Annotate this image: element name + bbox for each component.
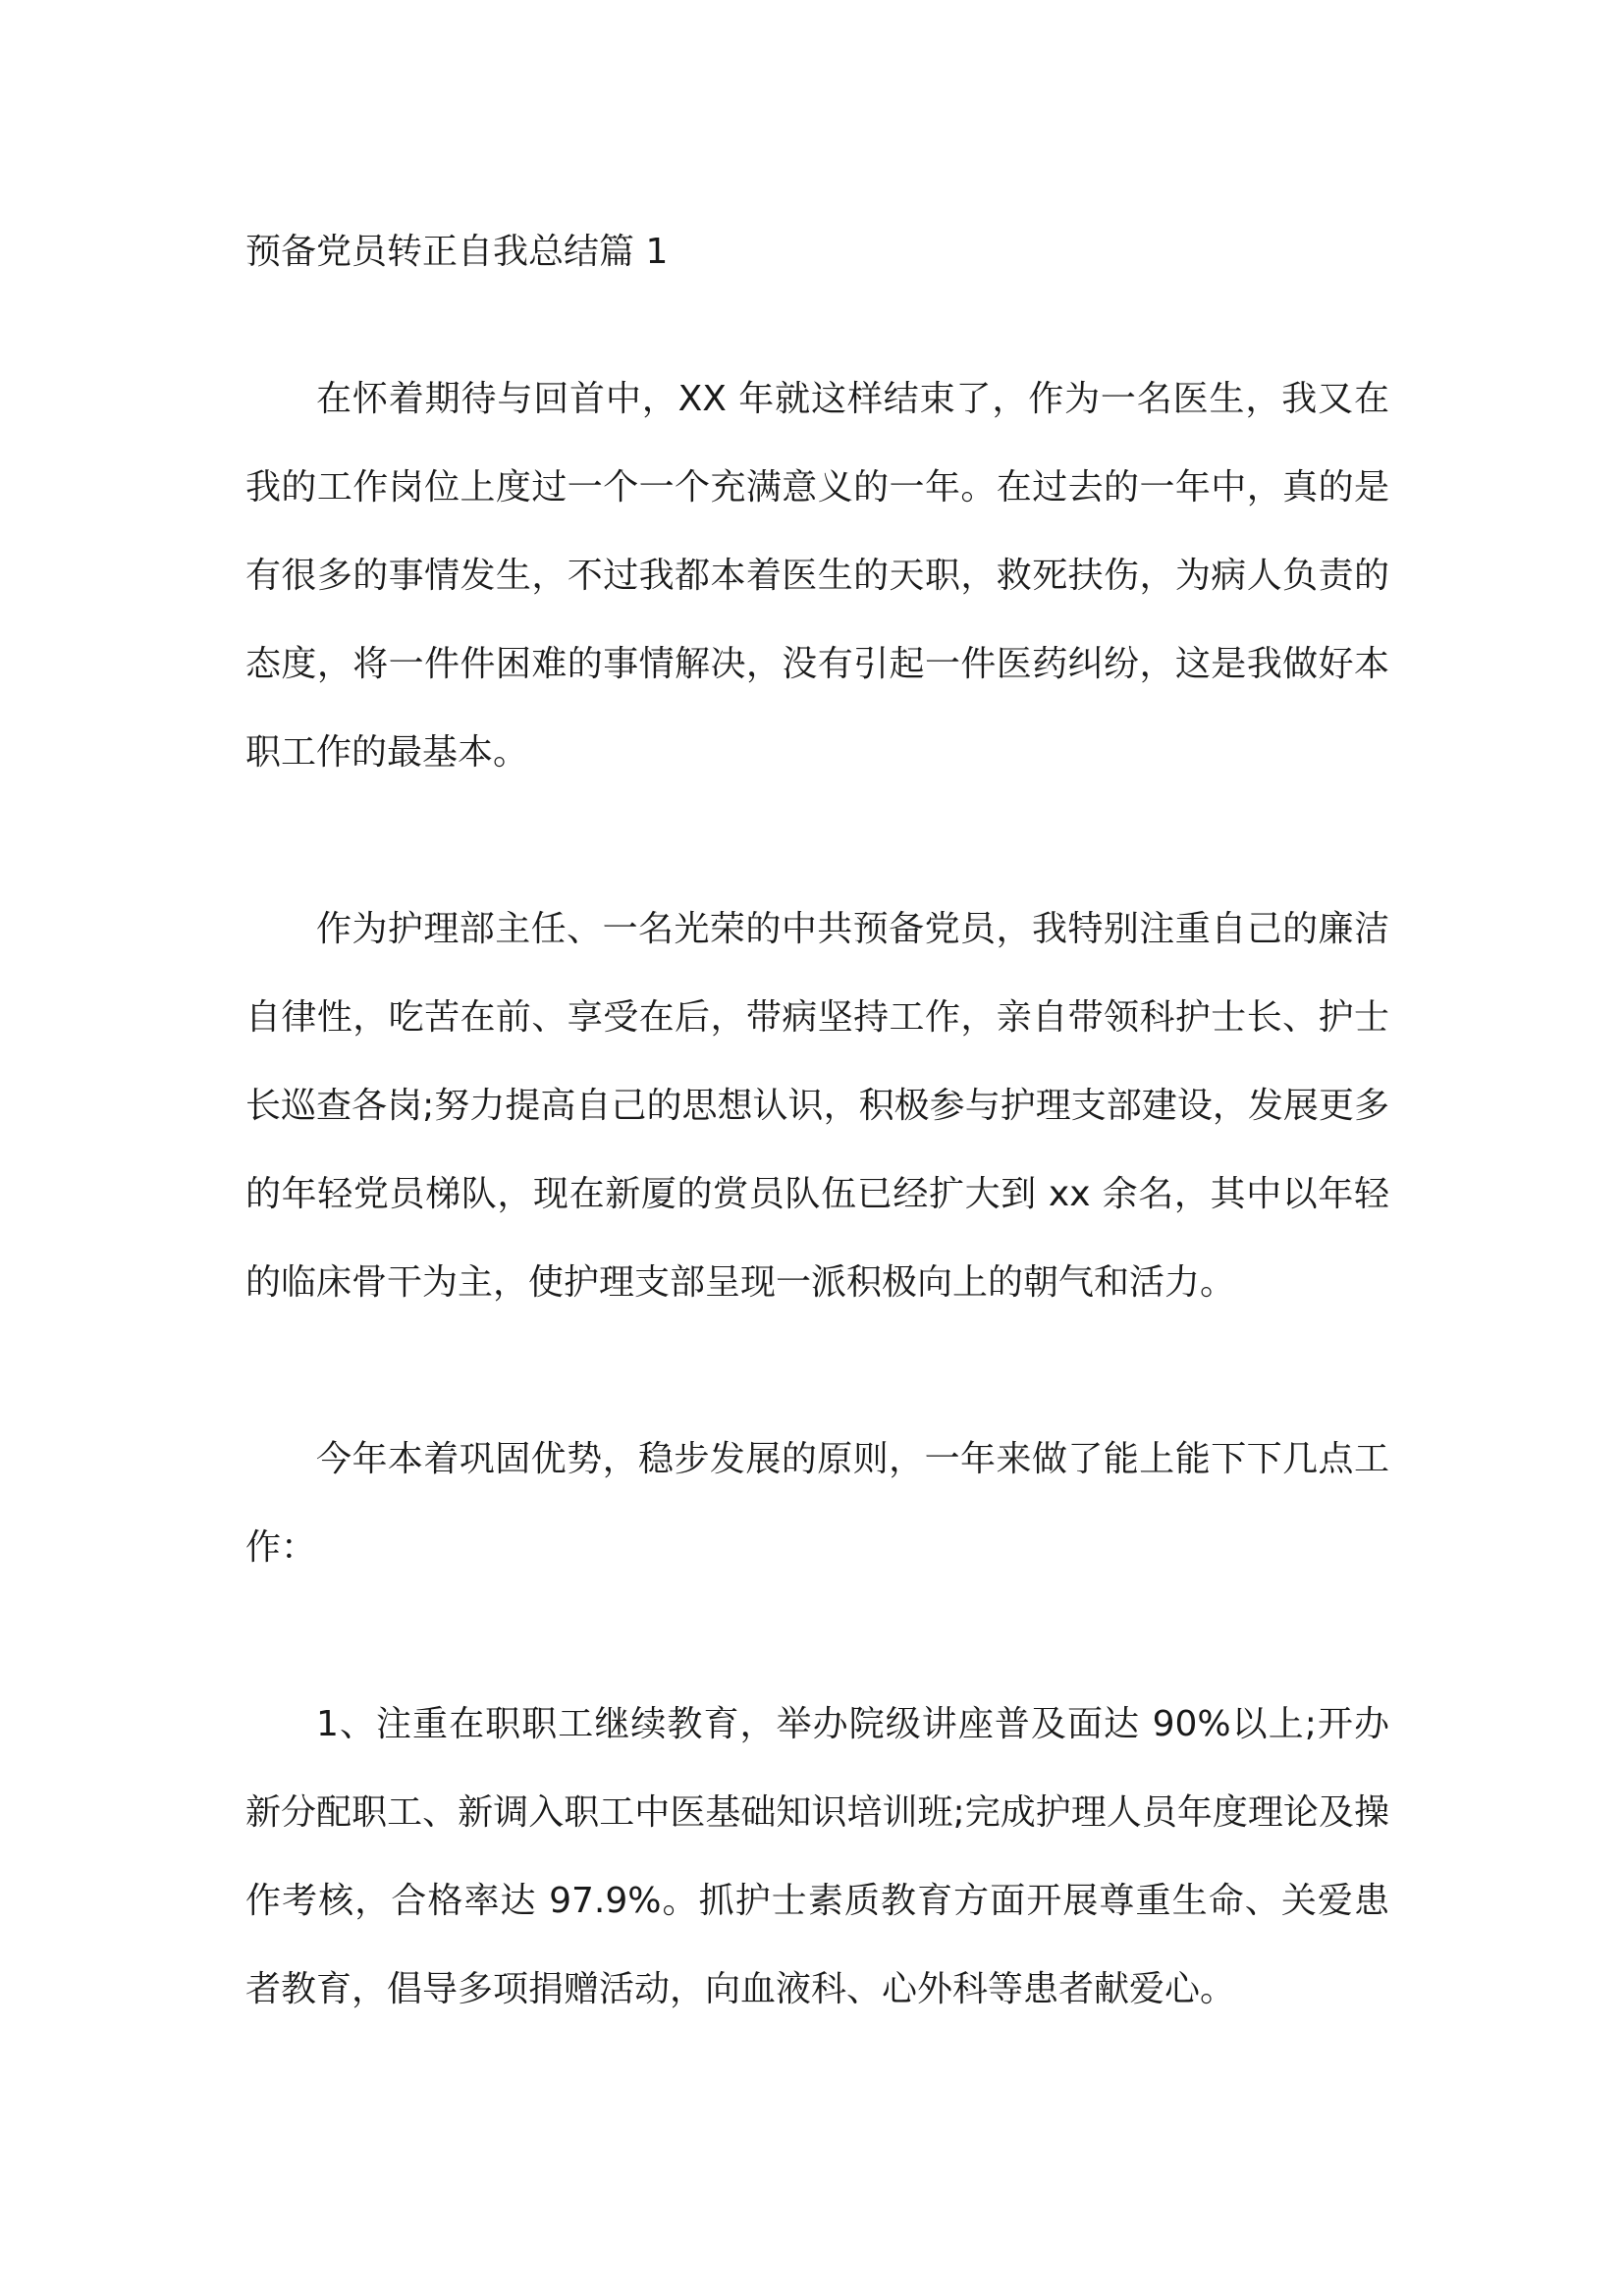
spacer (245, 1327, 1389, 1415)
document-body (245, 208, 1389, 2034)
paragraph-1: 在怀着期待与回首中，XX 年就这样结束了，作为一名医生，我又在我的工作岗位上度过一个一个充满意义的一年。在过去的一年中，真的是有很多的事情发生，不过我都本着医生的天职，救死扶伤，为病人负责的态度，将一件件困难的事情解决，没有引起一件医药纠纷，这是我做好本职工作的最基本。 (245, 379, 1389, 773)
spacer (245, 296, 1389, 355)
paragraph-2: 作为护理部主任、一名光荣的中共预备党员，我特别注重自己的廉洁自律性，吃苦在前、享受在后，带病坚持工作，亲自带领科护士长、护士长巡查各岗;努力提高自己的思想认识，积极参与护理支部建设，发展更多的年轻党员梯队，现在新厦的赏员队伍已经扩大到 xx 余名，其中以年轻的临床骨干为主，使护理支部呈现一派积极向上的朝气和活力。 (245, 909, 1389, 1303)
spacer (245, 797, 1389, 885)
document-title: 预备党员转正自我总结篇 1 (245, 232, 669, 272)
spacer (245, 1592, 1389, 1681)
paragraph-4: 1、注重在职职工继续教育，举办院级讲座普及面达 90%以上;开办新分配职工、新调入职工中医基础知识培训班;完成护理人员年度理论及操作考核，合格率达 97.9%。抓护士素质教育方面开展尊重生命、关爱患者教育，倡导多项捐赠活动，向血液科、心外科等患者献爱心。 (245, 1704, 1389, 2009)
paragraph-3: 今年本着巩固优势，稳步发展的原则，一年来做了能上能下下几点工作： (245, 1439, 1389, 1568)
